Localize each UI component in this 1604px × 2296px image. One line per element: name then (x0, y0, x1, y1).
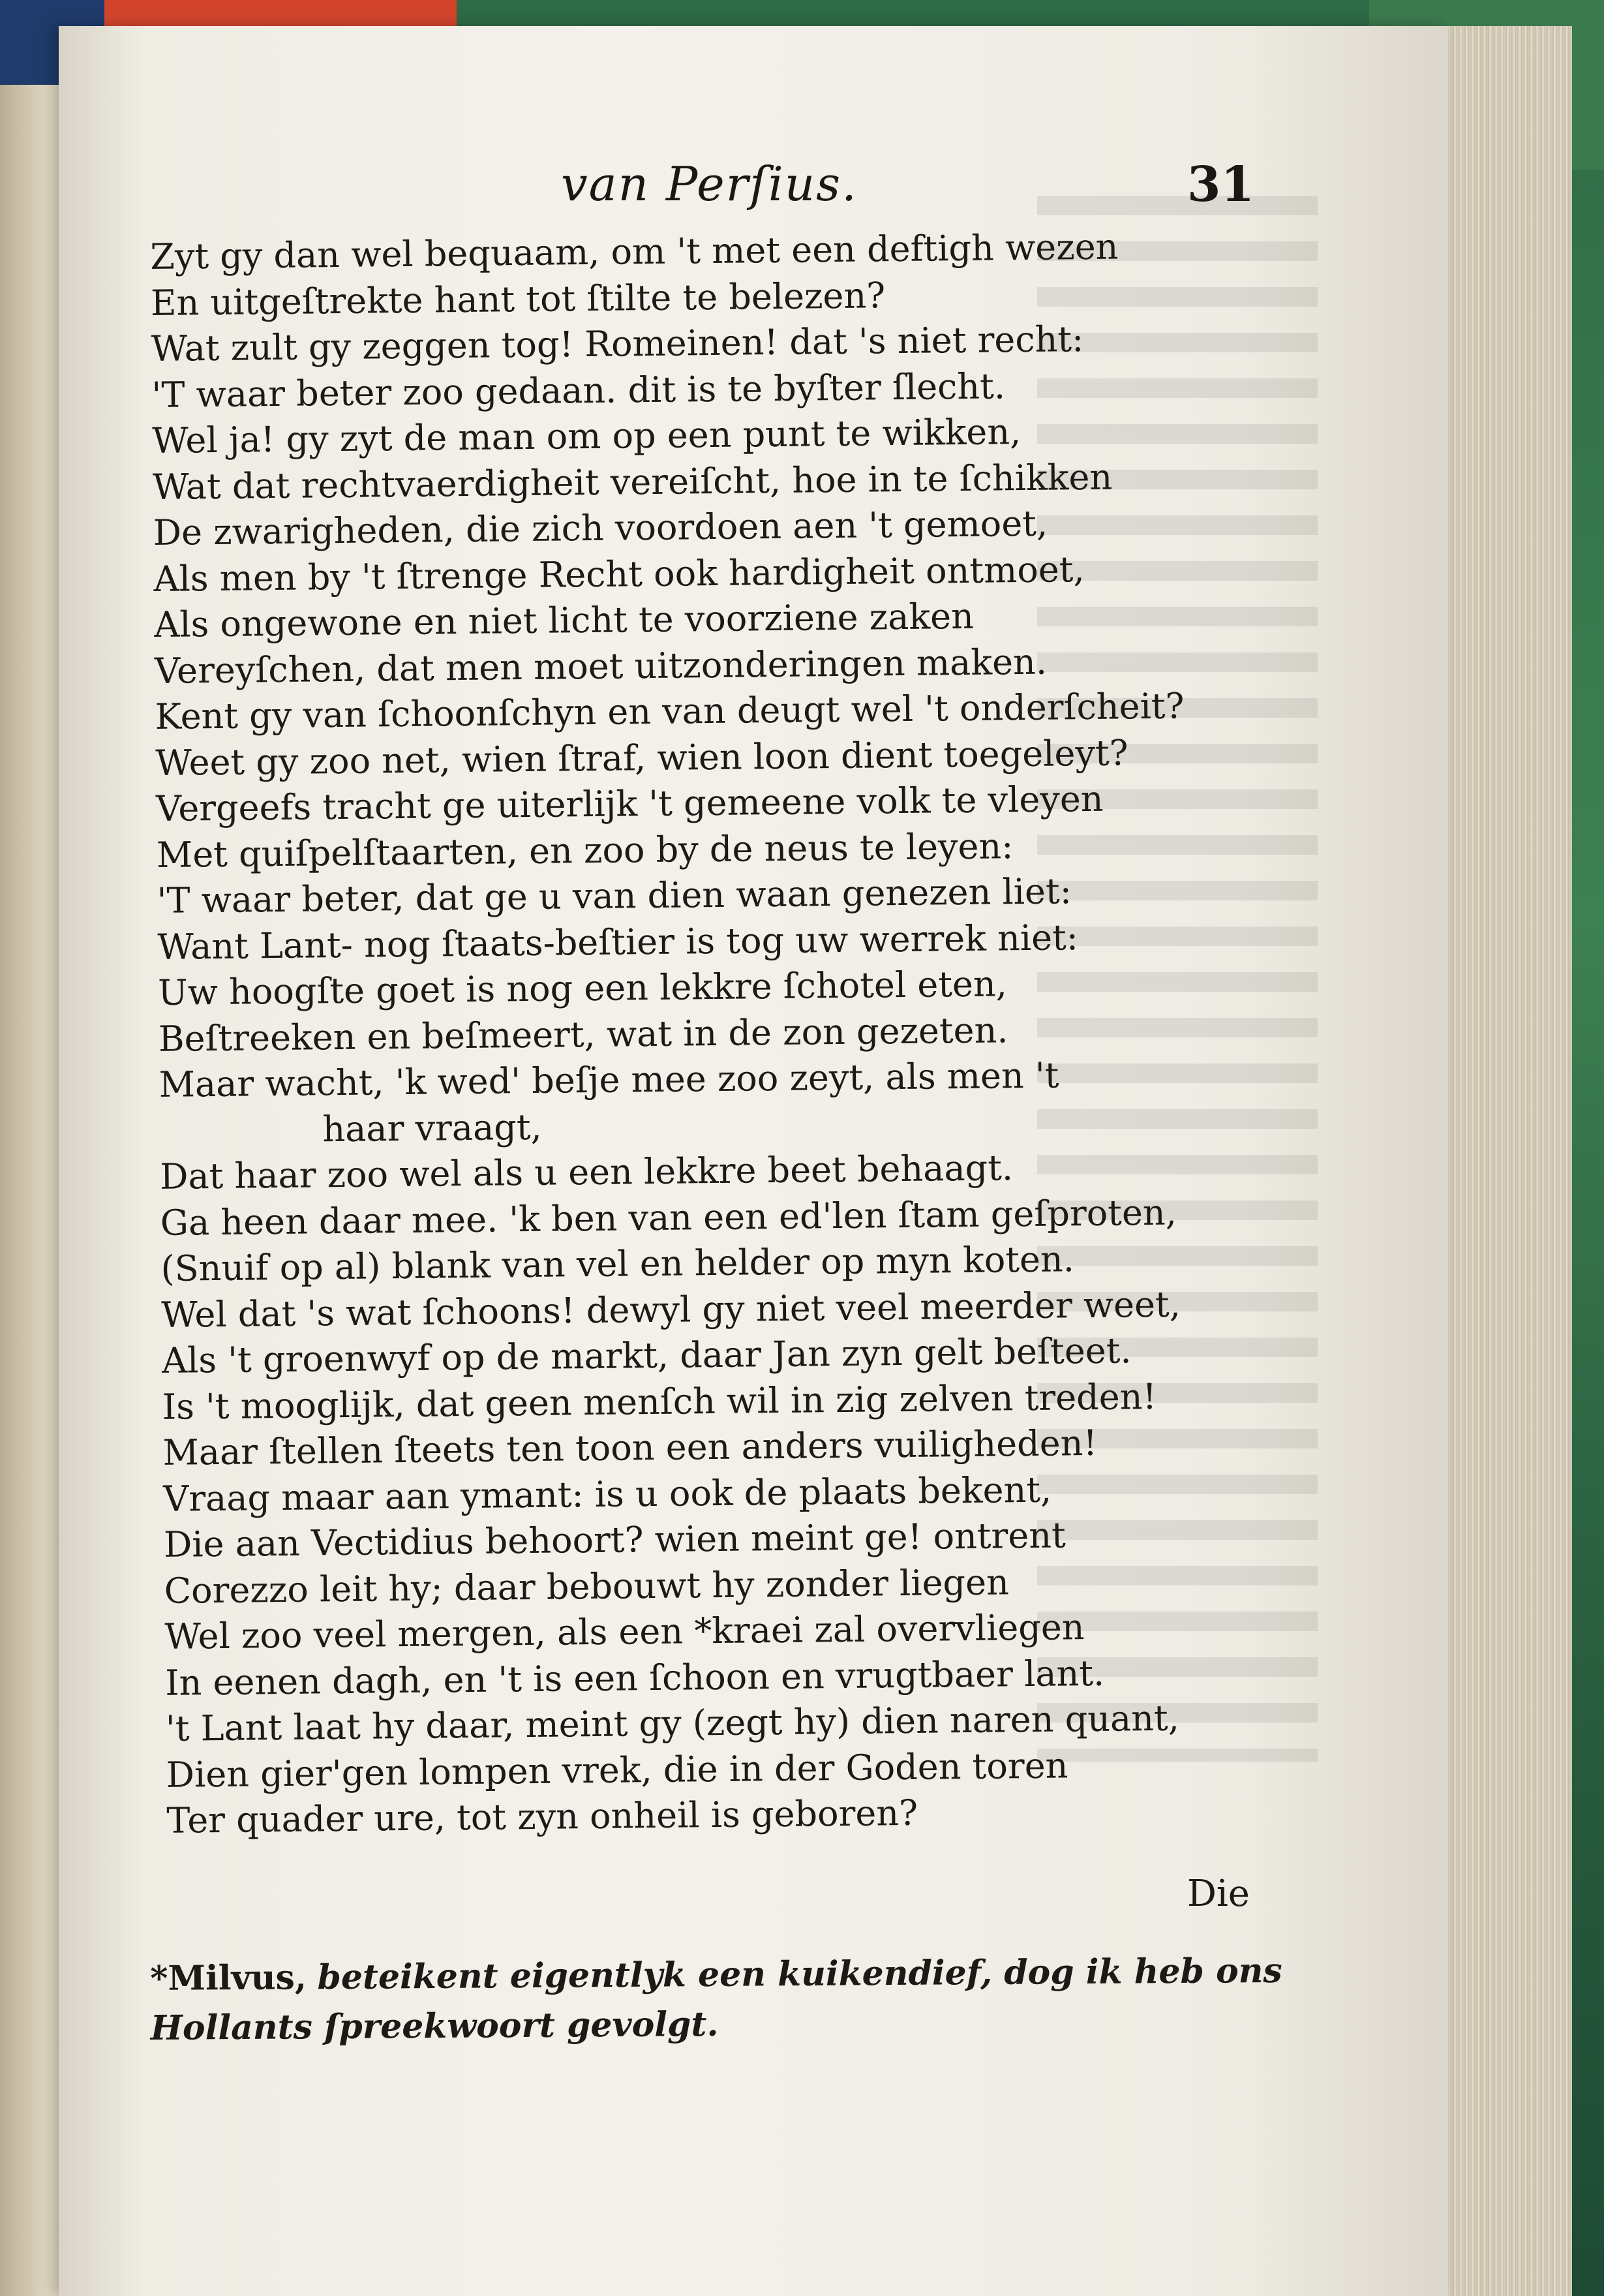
verse-line: Is 't mooglijk, dat geen menſch wil in zig zelven treden! (162, 1375, 1157, 1428)
verse-line: En uitgeſtrekte hant tot ſtilte te belezen? (150, 274, 886, 324)
verse-line: Maar ſtellen ſteets ten toon een anders vuiligheden! (162, 1422, 1098, 1473)
verse-line: Weet gy zoo net, wien ſtraf, wien loon dient toegeleyt? (155, 731, 1128, 784)
verse-line: Dat haar zoo wel als u een lekkre beet behaagt. (159, 1147, 1014, 1197)
verse-line: Want Lant- nog ſtaats-beſtier is tog uw werrek niet: (157, 916, 1079, 968)
verse-line: Ter quader ure, tot zyn onheil is geboren? (166, 1792, 918, 1841)
footnote-marker: * (150, 1958, 168, 1998)
verse-line: Wat dat rechtvaerdigheit vereiſcht, hoe in te ſchikken (152, 456, 1113, 508)
verse-line: Vereyſchen, dat men moet uitzonderingen maken. (154, 641, 1048, 692)
footnote-line (151, 1995, 1325, 2053)
footnote-text: beteikent eigentlyk een kuikendief, dog ik heb ons (317, 1950, 1282, 1998)
verse-line: Wel dat 's wat ſchoons! dewyl gy niet veel meerder weet, (161, 1283, 1181, 1336)
verse-line: Met quiſpelſtaarten, en zoo by de neus te leyen: (156, 825, 1014, 876)
verse-line: 'T waar beter zoo gedaan. dit is te byſter ſlecht. (151, 365, 1006, 416)
verse-line: (Snuif op al) blank van vel en helder op myn koten. (160, 1238, 1075, 1289)
verse-line: Vraag maar aan ymant: is u ook de plaats bekent, (162, 1469, 1052, 1520)
verse-line-runover: haar vraagt, (322, 1106, 542, 1150)
verse-line: Uw hoogſte goet is nog een lekkre ſchotel eten, (157, 963, 1008, 1013)
verse-line: Wat zult gy zeggen tog! Romeinen! dat 's niet recht: (151, 318, 1084, 369)
verse-line: 't Lant laat hy daar, meint gy (zegt hy) dien naren quant, (165, 1697, 1180, 1749)
verse-line: Vergeefs tracht ge uiterlijk 't gemeene volk te vleyen (155, 778, 1104, 829)
verse-line: Kent gy van ſchoonſchyn en van deugt wel 't onderſcheit? (155, 685, 1185, 737)
verse-text-block (88, 222, 1344, 1844)
footnote (150, 1946, 1325, 2053)
running-head: van Perſius. (561, 157, 858, 211)
footnote-line (150, 1946, 1324, 2004)
verse-line: Ga heen daar mee. 'k ben van een ed'len ſtam geſproten, (160, 1191, 1177, 1244)
footnote-term: Milvus, (168, 1957, 307, 1998)
verse-line: Maar wacht, 'k wed' beſje mee zoo zeyt, als men 't (159, 1054, 1059, 1105)
verse-line: In eenen dagh, en 't is een ſchoon en vrugtbaer lant. (164, 1652, 1105, 1704)
verse-line: Wel zoo veel mergen, als een *kraei zal overvliegen (164, 1606, 1085, 1657)
verse-line: Als ongewone en niet licht te voorziene zaken (153, 595, 975, 645)
verse-line: 'T waar beter, dat ge u van dien waan genezen liet: (157, 870, 1072, 921)
book-page (59, 26, 1448, 2296)
catchword: Die (1187, 1873, 1250, 1915)
verse-line: Dien gier'gen lompen vrek, die in der Goden toren (166, 1744, 1068, 1796)
footnote-text: Hollants ſpreekwoort gevolgt. (150, 2004, 719, 2048)
verse-line: Als 't groenwyf op de markt, daar Jan zyn gelt beſteet. (161, 1330, 1132, 1381)
verse-line: Als men by 't ſtrenge Recht ook hardigheit ontmoet, (153, 548, 1085, 600)
verse-line: Zyt gy dan wel bequaam, om 't met een deftigh wezen (150, 226, 1119, 278)
verse-line: Wel ja! gy zyt de man om op een punt te wikken, (151, 411, 1021, 461)
page-number: 31 (1187, 157, 1254, 213)
verse-line: De zwarigheden, die zich voordoen aen 't gemoet, (153, 502, 1048, 553)
verse-line: Beſtreeken en beſmeert, wat in de zon gezeten. (158, 1009, 1008, 1060)
verse-line: Corezzo leit hy; daar bebouwt hy zonder liegen (164, 1561, 1010, 1612)
verse-line: Die aan Vectidius behoort? wien meint ge! ontrent (163, 1514, 1067, 1565)
